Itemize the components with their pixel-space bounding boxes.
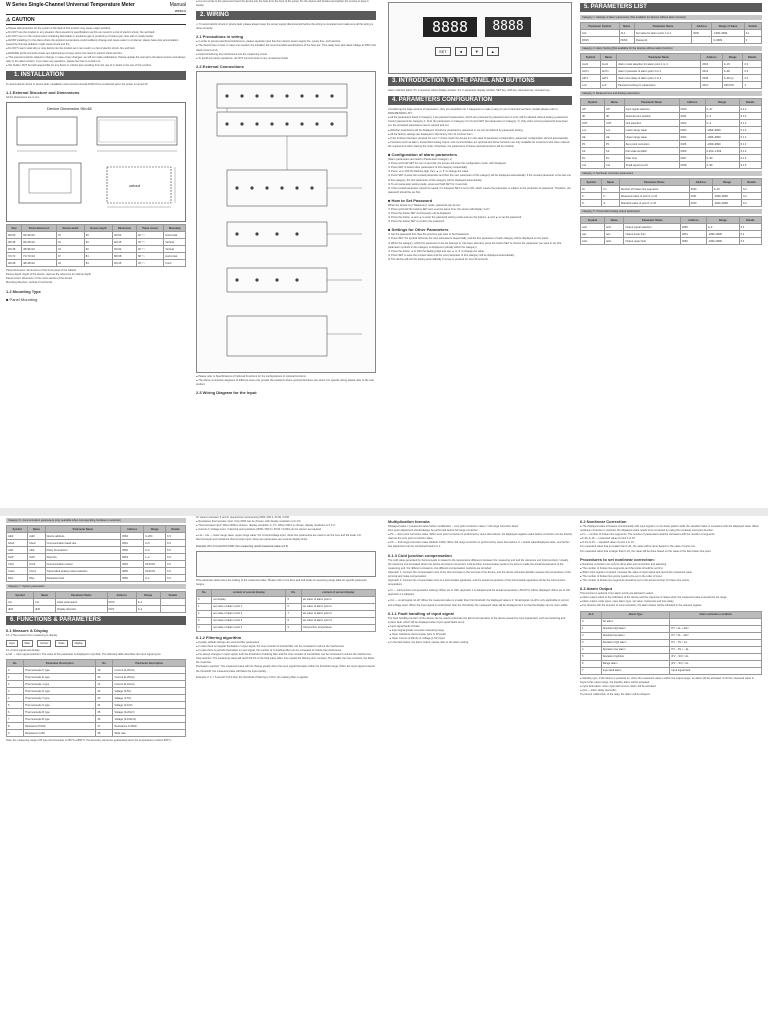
panel-mounting-label: ■ Panel Mounting xyxy=(6,296,38,302)
flow-step-correct: Correct xyxy=(37,640,51,647)
correction-example: Example: Pb=-0.3 and KK=1.000; then measuring result=measured value+(-0.3). xyxy=(196,544,289,548)
category-5-table: Symbol Name Parameter Name Address Range Details AoS AoS Output signal selection 0050 0~3 6.4 AoL AoL Output lower limit 0051 -1999~9999 6.4 AoH AoH Output upper limit 0052 -1999~9999 6.4 xyxy=(580,216,762,245)
input-signal-text: 6.1.2 Input signal and display ● InP — Input signal selection: The value of this parameter is displayed in symbols. The following table describes the input signal types. xyxy=(6,649,162,657)
correction-diagram xyxy=(196,551,376,577)
filtering-text: ● Usually, default settings are used as filter parameters. ● In case there is irregular fluctuation in input signal, the time constant of inertial filter can be increased to reduce the interference. ● In case there is periodic fluctuation in input signal, the number of smoothing filter can be increased to reduce the interference. ● For abrupt changes in input signal, both the threshold of tracking filter and the time constant of inertial filter can be increased to reduce the interference. Step reaction: The measuring value will reach 63.2% of the final value when time equals the filtering time constant. The smaller the time constant, the faster the response. Fluctuation rejection: The measured value will not change greatly when the input signal fluctuates within the threshold range. When the input signal exceeds the threshold, the measured value will follow the input quickly. xyxy=(196,640,375,673)
shift-button[interactable]: ◄ xyxy=(455,47,467,56)
down-button[interactable]: ▼ xyxy=(471,47,483,56)
flow-step-scale: Scale xyxy=(55,640,67,647)
precautions-heading: 2.1 Precautions in wiring xyxy=(196,34,244,40)
flow-step-display: Display xyxy=(72,640,86,647)
measure-process-label: 6.1.1 The process from measuring to display xyxy=(6,634,58,637)
page2-column-1 xyxy=(6,516,186,1024)
dimension-table: Size Panel dimension Device width Device depth Dimension Panel cutout Mounting 96×96 96×96×10 91 90 92×92 92⁺⁰·⁵ Horizontal 96×48 96×48×10 91 90 92×45 45⁺⁰·⁵ Vertical 96×48 48×96×10 44 90 45×92 92⁺⁰·⁵ Vertical 72×72 72×72×10 67 84 68×68 68⁺⁰·⁵ Horizontal 48×48 48×48×10 44 84 45×45 45⁺⁰·⁵ Front xyxy=(6,224,186,267)
dimension-note: All the dimensions are in mm xyxy=(6,96,40,100)
flow-step-input: Input xyxy=(6,640,18,647)
other-params-text: ① Set the password first (See the previous part How to Set Password). ② Press SET, the symbol will enter the next parameters sequentially, and the first parameter of each category will be displayed on the panel. ③ When the category, which the parameter to be set belongs to, has been selected, press the button SET to choose the parameter you want to set (the parameter symbols in this category is displayed cyclically within the category). ④ Press the button ◄ to shift the flashing digit and use ▲ or ▼ to change the value. ⑤ Press SET to save the revised value and the next parameter of this category will be displayed automatically. ⑥ The device will exit the setting automatically if no key is pressed for over 60 seconds. xyxy=(388,233,562,261)
sensor-break-text: The fault handling function of the device can be used to eliminate the abnormal operation of the device caused by input signal fault, such as interfering and system fault, which will be displayed when input signal faults occur. ● Input signal faults include: ● Input signal greatly exceeds measuring range ● Open resistance thermometer (wire A, B break) ● Open current (4-20mA) or voltage (1-5V) input ● In the fault status, the alarm output: please refer to the alarm setting. xyxy=(388,616,566,645)
mounting-text: ● Cut out a hole in the panel and insert the device into the hole from the front of the panel. Fix the device with bracket and tighten the screws to keep it steady. xyxy=(196,0,369,8)
dimension-notes: Panel dimension: dimensions of the front panel of the cabinet Device depth: depth of the device, used as the reference for cabinet depth Panel cutout: dimension of the cross section of the device Mounting direction: vertical or horizontal xyxy=(6,269,92,285)
page1-column-3 xyxy=(388,0,572,508)
page1-column-1 xyxy=(6,0,186,508)
device-dimension-label: Device Dimension 96×48 xyxy=(47,106,92,112)
category-6-table: Symbol Name Parameter Name Address Range Details Addr Addr Device address 0060 0~254 6.5 bAud bAud Communication baud rate 0061 0~5 6.5 oddt oddt Parity bit selection 0062 0~2 6.5 StoP StoP Stop bits 0063 1~2 6.5 CoUt CoUt Communication output 0064 OFF/ON 6.5 CHo1 CHo1 Transmitted analog output selection 0065 OFF/ON 6.5 PArL PArL Parameter lock 0066 0~1 6.5 xyxy=(6,525,186,582)
category-7-table: Symbol Name Parameter Name Address Range Details CLr CLr Clear parameters 0070 0~1 - dIsP dIsP Display direction 0071 0~1 - xyxy=(6,591,186,613)
page-2 xyxy=(0,516,768,1024)
alarm-standby-text: ● Standby type: If the device is powered on, when the measured value is within the output range, an alarm will be activated. Until the measured value is beyond the output range, the standby alarm will be activated. ● Input fault alarm: when input fault occurs, alarm will be activated. ● ALd — alarm delay (seconds) To prevent malfunction of the relay, the alarm will be delayed. xyxy=(580,676,754,696)
category-1-table: Parameter Symbol Name Parameter Name Address Range of Value Details AL1 AL1 Set value for alarm point 1 to 4 0000 -1999~9999 0.1 PASS PASS Password - 0~9999 0 xyxy=(580,22,762,44)
flow-step-filter: Filter xyxy=(22,640,34,647)
filtering-heading: 6.1.2 Filtering algorithm xyxy=(196,634,242,640)
button-row xyxy=(435,47,499,56)
category-5-band: Category 5. Transmitted analog output parameters xyxy=(580,209,762,214)
measure-text-a: for value is between 0 and 9, respectively representing 0000, 000.0, 00.00, 0.000. ● Resistance thermometer input: Only 0000 can be chosen, with display resolution at 0.1°C. ● Thermocouple input: When 0000 is chosen, display resolution is 1°C. When 000.0 is chosen, display resolution is 0.1°C. ● Current or Voltage input: 4 decimal point positions (0000 / 000.0 / 00.00 / 0.000) can be chosen as required. xyxy=(196,516,336,532)
category-2-table: Symbol Name Parameter Name Address Range Details ALd1 ALd1 Alarm mode selection for alarm point 1 to 4 0010 0~15 6.3 AHY1 AHY1 Alarm hysteresis of alarm point 1 to 4 0014 0~99 6.3 AdT1 AdT1 Alarm time delay of alarm point 1 to 4 0018 0~99 (s) 6.3 LoC LoC Password setting for parameters 001C OFF/ON 4 xyxy=(580,53,762,89)
category-7-band: Category 7. System parameters xyxy=(6,584,186,589)
caution-rule xyxy=(6,24,186,25)
category-2-band: Category 2. Alarm Setting (Not available for the devices without alarm function) xyxy=(580,46,762,51)
category-3-band: Category 3. Measurement and display parameters xyxy=(580,91,762,96)
param-list-heading: 5. PARAMETERS LIST xyxy=(580,3,762,12)
nonlinear-heading: 6.2 Nonlinear Correction xyxy=(580,519,627,524)
wiring-heading: 2. WIRING xyxy=(196,11,376,20)
alarm-mode-table: No. content of second display No. content of second display 0 not display 5 set value of alarm point 1 1 set value of alarm point 1 6 set value of alarm point 2 2 set value of alarm point 2 7 set value of alarm point 3 3 set value of alarm point 3 8 set value of alarm point 4 4 set value of alarm point 4 9 cold junction temperature xyxy=(196,589,376,632)
caution-heading: ⚠ CAUTION xyxy=(6,17,35,23)
cutout-label: cutout xyxy=(129,183,140,189)
pv-display: 8888 xyxy=(423,17,477,37)
correction-text: This parameter determines the scaling of the measured value. Please refer to the Zero and Full scale of measuring range table for specific parameter ranges. xyxy=(196,578,367,586)
cold-junction-setting: ● Ct — cold junction compensation settings: When set to OFF, approach 1 is adopted and the actual temperature (-50.00°C) will be displayed. When set to ON, approach 2 is adopted. xyxy=(388,589,571,597)
functions-heading: 6. FUNCTIONS & PARAMETERS xyxy=(6,616,186,625)
measure-display-heading: 6.1 Measure & Display xyxy=(6,628,49,633)
wiring-diagram-input-heading: 2.3 Wiring Diagram for the Input xyxy=(196,390,257,396)
manual-label: Manual xyxy=(169,2,186,8)
document-title: W Series Single-Channel Universal Temperature Meter xyxy=(6,2,135,8)
alarm-type-table: ALd Alarm Type Alarm activation condition 0 No alarm - 1 Absolute high alarm PV > AL + AHY 2 Absolute low alarm PV < AL − AHY 3 Deviation high alarm PV − SV > AL 4 Deviation low alarm PV − SV < −AL 5 Deviation high/low |PV − SV| > AL 6 Range alarm |PV − SV| < AL 7 Input fault alarm Input signal fault xyxy=(580,611,762,675)
filtering-example: Example: If ① = 5 and HY=10.0 then the threshold of filtering is ±10.0, the tracking filter is applied. xyxy=(196,675,309,679)
category-6-band: Category 6. Communication parameters (only available when corresponding hardware is selected) xyxy=(6,518,186,523)
wiring-notes: ● Please refer to Specifications of Optional Functions for the configurations of optional functions. ● The above connection diagrams of different sizes only provide the positions where optional functions are wired. For specific wiring please refer to the real product. xyxy=(196,374,374,387)
front-panel-diagram xyxy=(388,2,572,74)
installation-text: To avoid electric shock or device fault, installation and unmount should ALWAYS be conducted when the power is turned off. xyxy=(6,82,149,86)
alarm-output-text: This function is optional. Four alarm points are allowed to select. ● Alarm output refers to the indicators of the device and the response of relays when the measured value exceeds the set range. ● Alarm output mode types: open alarm type, set value, hysteresis and time delay. ● For devices with the function of communication, the alarm status will be indicated in the relevant register. xyxy=(580,592,728,608)
config-alarm-text: (Alarm parameters are listed in Parameters Category 1) ① Press and hold SET for over 3 seconds, the screen will enter the configuration mode, with displayed. ② Press SET to select other parameters of this category sequentially. ③ Press ◄ to shift the flashing digit, then ▲ or ▼ to change the value. ④ Press SET to save the revised parameter and then the next parameter of this category will be displayed automatically. If the revised parameter is the last one of this category, the first parameter of this category will be displayed automatically. ⑤ To exit parameter setting mode, press and hold SET for 3 seconds. ⑥ If the revised parameter cannot be saved, it is because SET is set to ON, which means the parameter is subject to the protection of password. Therefore, the password should be set first. xyxy=(388,158,571,194)
cold-junction-heading: 6.1.3 Cold junction compensation xyxy=(388,552,452,558)
panel-intro-heading: 3. INTRODUCTION TO THE PANEL AND BUTTONS xyxy=(388,77,572,86)
b-type-note: Note: the measuring range of B type thermocouple is 250°C~1800°C; the accuracy cannot be guaranteed when the temperature is below 600°C. xyxy=(6,739,172,743)
mounting-type-heading: 1.2 Mounting Type xyxy=(6,288,41,294)
warning-icon: ⚠ xyxy=(6,17,12,23)
param-config-heading: 4. PARAMETERS CONFIGURATION xyxy=(388,96,572,105)
small-signal-text: ● Cut — small signal cut-off: When the measured value is smaller than this threshold, the displayed value is 0. Small signal cut-off is only applicable to current and voltage input. When the input signal is small (lower than the threshold), the measured value will be displayed as 0 so that the display can be more stable. xyxy=(388,599,569,607)
header-rule xyxy=(6,14,186,15)
param-config-text: Considering the large amount of parameters, they are classified into 7 categories to make it easy for you to find and set them. Details please refer to PARAMETERS LIST. ● All the parameters listed in Category 1 are password parameters, which are protected by password and no entry will be allowed without setting a password. Correct password for Category 1: 1111 (for parameters in Category 2 to 6) and 2027 (for parameters in Category 7). Only when correct passwords have been set, the protected parameters can be viewed and set. ● Whether parameters will be displayed: should be protected by password or not can be defined by parameter setting. ● All the factory settings are displayed in the factory. Do not confuse them. ● If the function has been pressed for over 7 minute reach the device is in the state of parameter configuration, parameter configuration will exit automatically. ● Functions such as alarm, transmitted analog output, and communication are optional and these functions are only available for customers who have ordered the requirement when placing the order. Otherwise, the parameters of these optional functions will be invisible. xyxy=(388,108,570,148)
nonlinear-procedure-text: ● Nonlinear correction can only be done after unit connection and adjusting. ● The number of broken line segments and the points should be set first. ● When input signal is imposed, increase the value of input signal and record the measured value. ● The number of broken line points needs to be set in the order of input. ● The number of broken line segments should be set to the actual number of broken line points. xyxy=(580,562,693,583)
sensor-break-heading: 6.1.1 Fault handling of input signal xyxy=(388,610,454,616)
brand-mark: WXSCA xyxy=(174,9,186,13)
page2-column-2 xyxy=(196,516,376,1024)
precautions-text: ● In order to prevent electrical interference, please separate input line from device power supply line, power line, and load line. ● The device has no fuse. In case one needs to be installed, the recommended specifications of the fuse are: Time delay fuse with rated voltage at 250V and rated current at 1A. ● Avoid introducing any interference into the measuring circuit. ● To avoid any faulty operations, do NOT connect wires to any unused terminals. xyxy=(196,40,376,60)
cold-junction-text: The cold value generated by thermocouple is related to the temperature difference between the measuring end and the reference end (cold junction). Usually, the reference end is located where the device terminal is connected. Cold junction compensation needs to be done to make the actual temperature of the measuring end. For different occasions, two different compensation methods are provided: Approach 1: Connect the compensation wire of the thermocouple to the terminal of the device, and the device will automatically measure the temperature of the terminal and make compensation. Approach 2: Connect the compensation wire to a thermostatic apparatus, and the actual temperature of the thermostatic apparatus will be the cold junction temperature. xyxy=(388,558,571,587)
wiring-svg xyxy=(197,72,375,370)
multiscale-text: Displayed value = (measured value before modification − zero point correction value) × full range correction factor Zero point adjustment should always be performed before full range correction. ● Pb — Zero point correction value: When zero point correction is performed by users themselves, the displayed negative value before correction can be directly used as the zero point correction value. ● KK — Full range correction value (default 1.000): When full range correction is performed by users themselves, K = actual value/displayed value, and further fine adjustment can be conducted based on it. xyxy=(388,525,572,549)
config-alarm-heading: ■ Configuration of alarm parameters xyxy=(388,152,458,158)
external-structure-heading: 1.1 External Structure and Dimensions xyxy=(6,90,80,96)
set-button[interactable]: SET xyxy=(435,47,451,56)
nonlinear-procedure-heading: Procedures to set nonlinear correction: xyxy=(580,556,655,562)
up-button[interactable]: ▲ xyxy=(487,47,499,56)
alarm-output-heading: 6.3 Alarm Output xyxy=(580,586,613,592)
wiring-diagram xyxy=(196,71,376,373)
page1-column-2 xyxy=(196,0,376,508)
panel-intro-text: Alarm indicator lights; PV (measured value) display window; SV or parameter display window; SET key; shift key; decrease key; increase key. xyxy=(388,89,551,92)
page2-column-4 xyxy=(580,516,762,1024)
page1-column-4 xyxy=(580,0,762,508)
sv-display: 8888 xyxy=(485,17,531,37)
input-signal-table: No. Parameter Description No. Parameter Description 0 Thermocouple K type 19 Current (4-20mA) 1 Thermocouple E type 20 Current (0-20mA) 2 Thermocouple J type 21 Current (0-10mA) 3 Thermocouple N type 22 Voltage (0-5V) 4 Thermocouple T type 23 Voltage (1-5V) 5 Thermocouple S type 24 Voltage (0-10V) 6 Thermocouple R type 25 Voltage (0-20mV) 7 Thermocouple B type 26 Voltage (0-100mV) 8 Resistance Pt100 27 Resistance 0-400Ω 9 Resistance Cu50 28 Slide wire xyxy=(6,659,186,737)
set-password-heading: ■ How to Set Password xyxy=(388,197,433,203)
document-header xyxy=(6,0,186,8)
other-params-heading: ■ Settings for Other Parameters xyxy=(388,227,449,233)
wiring-warning: ⚠ To avoid electric shock or device fault, please always keep the power supply disconnected before the wiring is completed and make sure all the wiring is done correctly. xyxy=(196,23,374,31)
category-4-band: Category 4. Nonlinear correction parameters xyxy=(580,171,762,176)
category-4-table: Symbol Name Parameter Name Address Range Details Fn Fn Number of broken line segments 0030 0~15 6.2 F- F- Measured value of point 1 to 15 0031 -1999~9999 6.2 S- S- Standard value of point 1 to 15 0040 -1999~9999 6.2 xyxy=(580,178,762,207)
range-text: ● LoL ~ HiL — lower range value, upper range value: For current/voltage input, these two parameters are used to set the zero and full scale. For thermocouple and resistance thermometer input, these two parameters are used as display limits. xyxy=(196,534,362,542)
caution-text: ● Please add protection for the system if the fault of this product may cause major accident. ● Do NOT use the product in any situation that exceeds its specifications as this can result in a risk of electric shock, fire and fault. ● Do NOT use it in the environment containing flammable or explosive gas or producing corrosive gas, dust salt or metal powder. ● AVOID installing it in the place where the ambient temperature could suddenly change and cause water to condense; places have dust accumulation caused by thermal radiation might cause shock and fire. ● Do NOT insert metal strip or wire debris into the product as it can result in a risk of electric shock, fire and fault. ● ENSURE all the terminal screws are tightened as a loose screw can result in electric shock and fire. ● This manual could be subject to change. In case of any changes, we will not make notifications. Please update the manual to the latest version and always refer to the latest version. If you have any questions, please feel free to contact us. ● We SHALL NOT be held responsible for any direct or indirect loss resulting from the use of or faults in the use of this product. xyxy=(6,27,186,67)
external-connections-heading: 2.2 External Connections xyxy=(196,63,244,69)
page-1 xyxy=(0,0,768,508)
set-password-text: When the device is in "Measuring" mode, password can be set: ① Press and hold the buttons SET and ◄ at the same time; the screen will display "LoC". ② Press the button SET continuously until is displayed. ③ Press the button ◄ and ▲ to enter the password setting mode and use the buttons ◄ and ▲ to set the password. ④ Press the button SET to confirm the password. xyxy=(388,203,522,224)
category-1-band: Category 1. Settings of alarm parameters (Not available for devices without alarm function) xyxy=(580,15,762,20)
device-dimension-drawing xyxy=(6,102,186,222)
page2-column-3 xyxy=(388,516,572,1024)
category-3-table: Symbol Name Parameter Name Address Range Details InP InP Input signal selection 0020 0~37 6.1.2 dP dP Decimal point position 0021 0~3 6.1.2 UnIT UnIT Unit selection 0022 0~3 6.1.2 LoL LoL Lower range value 0023 -1999~9999 6.1.2 HiL HiL Upper range value 0024 -1999~9999 6.1.2 Pb Pb Zero point correction 0025 -1999~9999 6.1.3 KK KK Full scale amplifier 0026 0.000~1.999 6.1.3 FiL FiL Filter time 0027 0~99 6.1.4 Cut Cut Small signal cut-off 0028 0~99 6.1.5 xyxy=(580,98,762,169)
nonlinear-text: ● The displayed value increases monotonically with input signal in a non-linear pattern while the standard value is consistent with the displayed value. When nonlinear correction is required, the displayed value needs to be corrected by using the nonlinear correction function. ● Fn — number of broken line segments. The number of parameters shall be consistent with the number of segments. ● F-01~F-15 — measured value of point 1 to 15 ● S-01~S-15 — standard value of point 1 to 15 For measured value that is smaller than F-01, the value will be done based on the value of point one. For measured value that is larger than F-15, the value will be done based on the value of the last broken line point. xyxy=(580,525,760,553)
dimension-svg xyxy=(7,103,185,219)
process-flow xyxy=(6,640,186,647)
multiscale-heading: Multiplication formula xyxy=(388,519,430,524)
installation-heading: 1. INSTALLATION xyxy=(6,71,186,80)
